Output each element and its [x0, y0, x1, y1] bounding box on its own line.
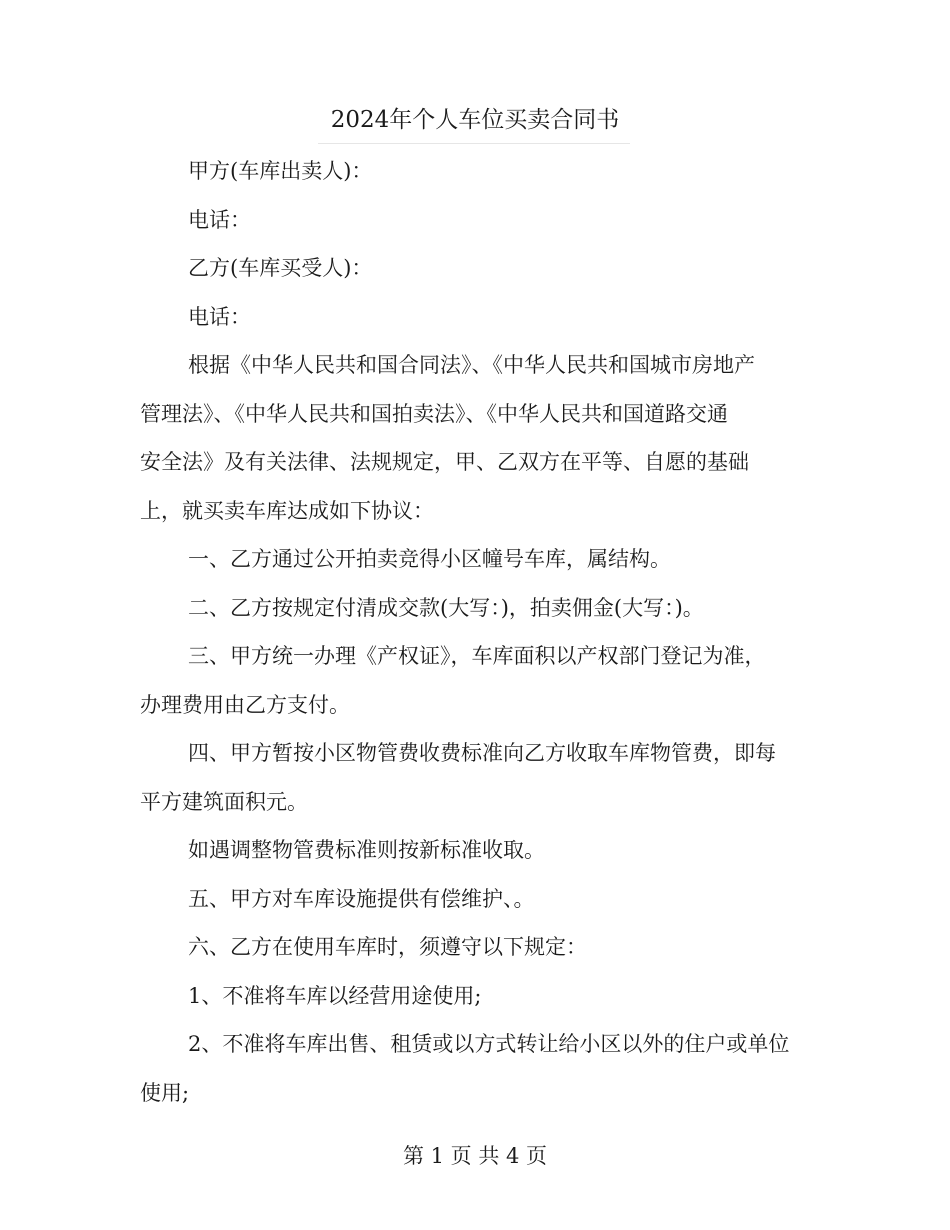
body-line: 1、不准将车库以经营用途使用;: [188, 983, 482, 1008]
body-line: 三、甲方统一办理《产权证》，车库面积以产权部门登记为准，: [188, 644, 766, 668]
body-line: 平方建筑面积元。: [140, 789, 308, 814]
body-line: 办理费用由乙方支付。: [140, 692, 350, 717]
body-line: 一、乙方通过公开拍卖竞得小区幢号车库，属结构。: [188, 547, 671, 571]
title-divider: [318, 143, 630, 144]
body-line: 电话：: [188, 304, 251, 329]
body-line: 上，就买卖车库达成如下协议：: [140, 498, 434, 523]
body-line: 乙方(车库买受人)：: [188, 256, 373, 280]
body-line: 五、甲方对车库设施提供有偿维护、。: [188, 886, 535, 911]
body-line: 使用;: [140, 1080, 190, 1105]
body-line: 甲方(车库出卖人)：: [188, 159, 373, 183]
body-line: 2、不准将车库出售、租赁或以方式转让给小区以外的住户或单位: [188, 1032, 790, 1056]
body-line: 如遇调整物管费标准则按新标准收取。: [188, 838, 545, 862]
body-line: 安全法》及有关法律、法规规定，甲、乙双方在平等、自愿的基础: [140, 450, 749, 474]
body-line: 根据《中华人民共和国合同法》、《中华人民共和国城市房地产: [188, 353, 755, 377]
body-line: 二、乙方按规定付清成交款(大写：)，拍卖佣金(大写：)。: [188, 595, 704, 620]
body-line: 六、乙方在使用车库时，须遵守以下规定：: [188, 935, 587, 959]
document-title: 2024年个人车位买卖合同书: [330, 107, 620, 133]
body-line: 四、甲方暂按小区物管费收费标准向乙方收取车库物管费，即每: [188, 741, 776, 765]
document-body: [140, 147, 812, 1117]
body-line: 电话：: [188, 207, 251, 232]
page-footer: 第 1 页 共 4 页: [402, 1144, 548, 1168]
body-line: 管理法》、《中华人民共和国拍卖法》、《中华人民共和国道路交通: [140, 401, 728, 426]
